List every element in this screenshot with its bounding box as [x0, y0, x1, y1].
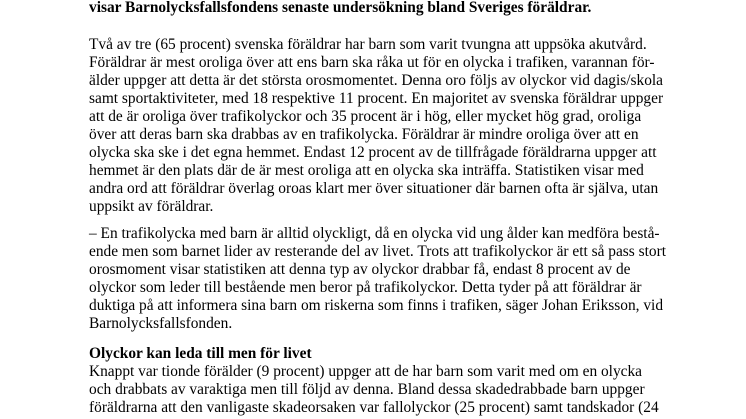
paragraph-2-line: orosmoment visar statistiken att denna typ av olyckor drabbar få, endast 8 procent av de: [89, 261, 631, 278]
intro-line: visar Barnolycksfallsfondens senaste undersökning bland Sveriges föräldrar.: [89, 0, 592, 16]
paragraph-1-line: hemmet är den plats där de är mest oroliga att en olycka ska inträffa. Statistiken visar med: [89, 162, 644, 179]
paragraph-1-line: att de är oroliga över trafikolyckor och 35 procent är i hög, eller mycket hög grad, oroliga: [89, 108, 642, 125]
paragraph-1-line: älder uppger att detta är det största orosmomentet. Denna oro följs av olyckor vid dagis/skola: [89, 72, 663, 89]
section-heading: Olyckor kan leda till men för livet: [89, 345, 312, 362]
paragraph-2-line: olyckor som leder till bestående men beror på trafikolyckor. Detta tyder på att föräldrar är: [89, 279, 642, 296]
paragraph-1-line: Två av tre (65 procent) svenska föräldrar har barn som varit tvungna att uppsöka akutvård.: [89, 36, 647, 53]
paragraph-2-line: ende men som barnet lider av resterande del av livet. Trots att trafikolyckor är ett så pass stort: [89, 243, 666, 260]
paragraph-1-line: över att deras barn ska drabbas av en trafikolycka. Föräldrar är mindre oroliga över att en: [89, 126, 639, 143]
paragraph-1-line: olycka ska ske i det egna hemmet. Endast 12 procent av de tillfrågade föräldrarna uppger att: [89, 144, 657, 161]
paragraph-3-line: föräldrarna att den vanligaste skadeorsaken var fallolyckor (25 procent) samt tandskador (24: [89, 399, 659, 416]
paragraph-1-line: samt sportaktiviteter, med 18 respektive 11 procent. En majoritet av svenska föräldrar uppger: [89, 90, 664, 107]
paragraph-1-line: andra ord att föräldrar överlag oroas klart mer över situationer där barnen ofta är själva, utan: [89, 180, 659, 197]
paragraph-1-line: uppsikt av föräldrar.: [89, 198, 214, 215]
paragraph-1-line: Föräldrar är mest oroliga över att ens barn ska råka ut för en olycka i trafiken, varannan för-: [89, 54, 655, 71]
paragraph-3-line: och drabbats av varaktiga men till följd av denna. Bland dessa skadedrabbade barn uppger: [89, 381, 645, 398]
paragraph-2-line: – En trafikolycka med barn är alltid olyckligt, då en olycka vid ung ålder kan medföra bestå-: [89, 225, 660, 242]
paragraph-3-line: Knappt var tionde förälder (9 procent) uppger att de har barn som varit med om en olycka: [89, 363, 643, 380]
paragraph-2-line: Barnolycksfallsfonden.: [89, 315, 233, 332]
paragraph-2-line: duktiga på att informera sina barn om riskerna som finns i trafiken, säger Johan Eriksson, vid: [89, 297, 664, 314]
